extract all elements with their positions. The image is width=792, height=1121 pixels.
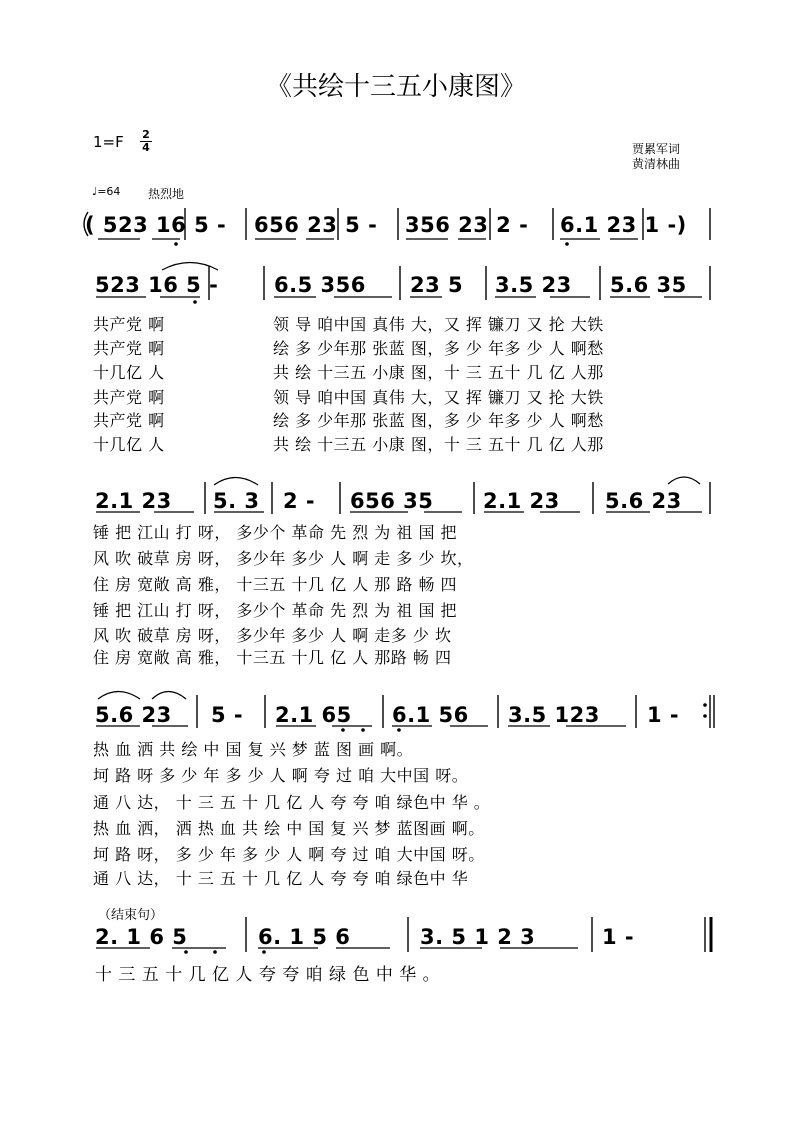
lyric-line: 坷 路 呀， 多 少 年 多 少 人 啊 夸 过 咱 大中国 呀。: [93, 845, 485, 864]
song-title: 《共绘十三五小康图》: [265, 72, 526, 102]
ending-measure-2: 6. 1 5 6: [258, 925, 351, 949]
repeat-dots: [703, 703, 707, 718]
lyric-line: 共 绘 十三五 小康 图，十 三 五十 几 亿 人那: [273, 435, 604, 454]
lyric-line: 十几亿 人: [93, 435, 165, 454]
lyricist-credit: 贾累军词: [632, 142, 681, 156]
lyric-line: 热 血 洒 共 绘 中 国 复 兴 梦 蓝 图 画 啊。: [93, 740, 414, 759]
lyric-line: 十几亿 人: [93, 363, 165, 382]
verse-measure-4: 3.5 23: [495, 273, 572, 297]
expression-marking: 热烈地: [148, 187, 185, 201]
lyric-line: 共 绘 十三五 小康 图，十 三 五十 几 亿 人那: [273, 363, 604, 382]
lyric-line: 风 吹 破草 房 呀， 多少年 多少 人 啊 走多 少 坎: [93, 626, 452, 645]
intro-measure-1: ( 523 16 5 -: [85, 213, 227, 237]
lyric-line: 共产党 啊: [93, 411, 165, 430]
lyric-line: 住 房 宽敞 高 雅， 十三五 十几 亿 人 那 路 畅 四: [93, 575, 458, 594]
lyric-line: 领 导 咱中国 真伟 大，又 挥 镰刀 又 抡 大铁: [273, 388, 604, 407]
verse-measure-5: 5.6 35: [610, 273, 687, 297]
intro-measure-3: 356 23 2 -: [405, 213, 529, 237]
lyric-line: 绘 多 少年那 张蓝 图，多 少 年多 少 人 啊愁: [273, 411, 604, 430]
verse-measure-15: 6.1 56: [392, 703, 469, 727]
meter-bottom: 4: [142, 141, 150, 154]
verse-measure-2: 6.5 356: [274, 273, 366, 297]
ending-lyric-line: 十 三 五 十 几 亿 人 夸 夸 咱 绿 色 中 华 。: [95, 965, 441, 985]
lyric-line: 共产党 啊: [93, 315, 165, 334]
lyric-line: 热 血 洒， 洒 热 血 共 绘 中 国 复 兴 梦 蓝图画 啊。: [93, 819, 485, 838]
composer-credit: 黄清林曲: [632, 157, 681, 171]
ending-measure-4: 1 -: [602, 925, 635, 949]
verse-measure-10: 2.1 23: [483, 489, 560, 513]
lyric-line: 共产党 啊: [93, 339, 165, 358]
tempo-marking: ♩=64: [92, 185, 121, 198]
verse-measure-13: 5 -: [211, 703, 244, 727]
verse-measure-11: 5.6 23: [605, 489, 682, 513]
lyric-line: 共产党 啊: [93, 388, 165, 407]
verse-measure-6: 2.1 23: [95, 489, 172, 513]
ending-measure-1: 2. 1 6 5: [95, 925, 188, 949]
intro-parentheses: [84, 212, 88, 236]
verse-measure-16: 3.5 123: [508, 703, 600, 727]
lyric-line: 通 八 达， 十 三 五 十 几 亿 人 夸 夸 咱 绿色中 华: [93, 869, 469, 888]
meter-top: 2: [142, 128, 150, 141]
verse-measure-14: 2.1 65: [275, 703, 352, 727]
octave-dots: [174, 242, 569, 954]
verse-measure-7: 5. 3: [213, 489, 260, 513]
verse-measure-3: 23 5: [410, 273, 464, 297]
ending-label: （结束句）: [98, 908, 164, 923]
intro-measure-2: 656 23 5 -: [254, 213, 378, 237]
verse-measure-17: 1 -: [647, 703, 680, 727]
lyric-line: 锤 把 江山 打 呀， 多少个 革命 先 烈 为 祖 国 把: [93, 523, 458, 542]
verse-measure-8: 2 -: [283, 489, 316, 513]
intro-measure-4: 6.1 23 1 -): [560, 213, 687, 237]
lyric-line: 领 导 咱中国 真伟 大，又 挥 镰刀 又 抡 大铁: [273, 315, 604, 334]
verse-measure-12: 5.6 23: [95, 703, 172, 727]
barlines: [185, 208, 714, 952]
lyric-line: 绘 多 少年那 张蓝 图，多 少 年多 少 人 啊愁: [273, 339, 604, 358]
verse-measure-1: 523 16 5 -: [95, 273, 219, 297]
lyric-line: 锤 把 江山 打 呀， 多少个 革命 先 烈 为 祖 国 把: [93, 601, 458, 620]
key-signature: 1=F: [93, 133, 124, 151]
lyric-line: 风 吹 破草 房 呀， 多少年 多少 人 啊 走 多 少 坎，: [93, 549, 474, 568]
verse-measure-9: 656 35: [350, 489, 434, 513]
lyric-line: 坷 路 呀 多 少 年 多 少 人 啊 夸 过 咱 大中国 呀。: [93, 766, 469, 785]
lyric-line: 住 房 宽敞 高 雅， 十三五 十几 亿 人 那路 畅 四: [93, 648, 452, 667]
duration-underlines: [96, 239, 702, 948]
ending-measure-3: 3. 5 1 2 3: [420, 925, 536, 949]
slurs: [98, 263, 700, 700]
lyric-line: 通 八 达， 十 三 五 十 几 亿 人 夸 夸 咱 绿色中 华 。: [93, 793, 491, 812]
